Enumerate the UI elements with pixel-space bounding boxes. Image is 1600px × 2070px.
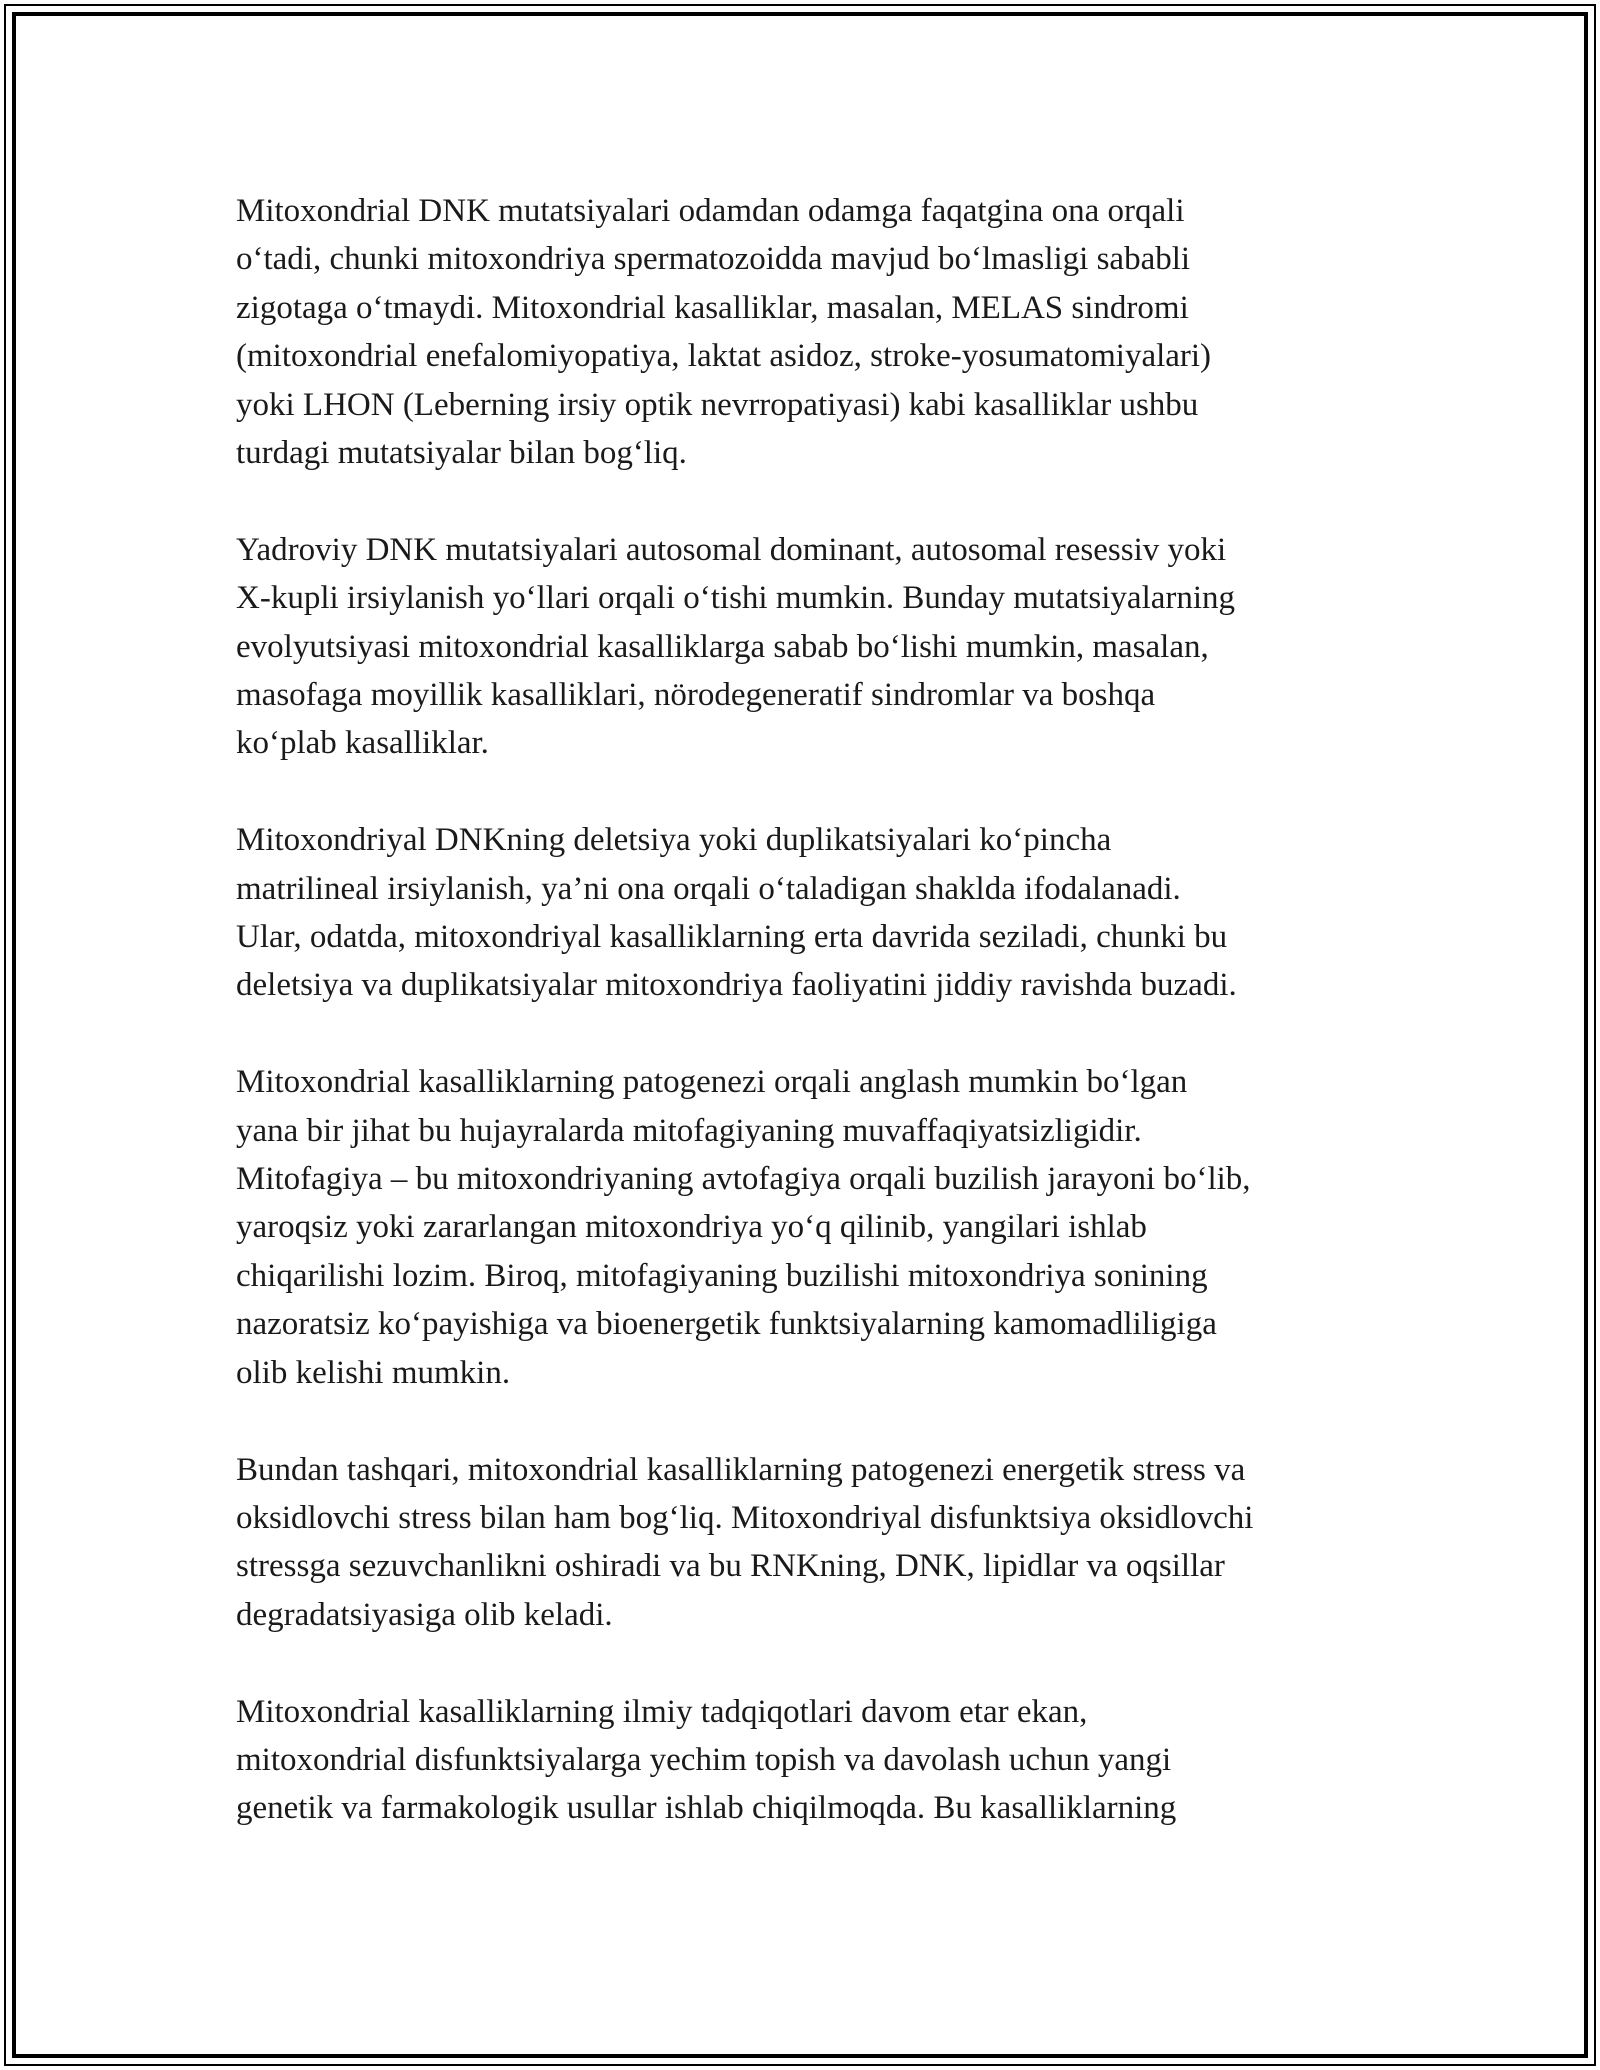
- paragraph-mtdna-mutations: Mitoxondrial DNK mutatsiyalari odamdan odamga faqatgina ona orqali o‘tadi, chunki mitoxondriya spermatozoidda mavjud bo‘lmasligi sababli zigotaga o‘tmaydi. Mitoxondrial kasalliklar, masalan, MELAS sindromi (mitoxondrial enefalomiyopatiya, laktat asidoz, stroke-yosumatomiyalari) yoki LHON (Leberning irsiy optik nevrropatiyasi) kabi kasalliklar ushbu turdagi mutatsiyalar bilan bog‘liq.: [236, 193, 1212, 472]
- document-body: [236, 187, 1386, 1881]
- paragraph-mitophagy: Mitoxondrial kasalliklarning patogenezi orqali anglash mumkin bo‘lgan yana bir jihat bu hujayralarda mitofagiyaning muvaffaqiyatsizligidir. Mitofagiya – bu mitoxondriyaning avtofagiya orqali buzilish jarayoni bo‘lib, yaroqsiz yoki zararlangan mitoxondriya yo‘q qilinib, yangilari ishlab chiqarilishi lozim. Biroq, mitofagiyaning buzilishi mitoxondriya sonining nazoratsiz ko‘payishiga va bioenergetik funktsiyalarning kamomadliligiga olib kelishi mumkin.: [236, 1064, 1251, 1391]
- paragraph-deletions-duplications: Mitoxondriyal DNKning deletsiya yoki duplikatsiyalari ko‘pincha matrilineal irsiylanish, ya’ni ona orqali o‘taladigan shakldа ifodalanadi. Ular, odatda, mitoxondriyal kasalliklarning erta davrida seziladi, chunki bu deletsiya va duplikatsiyalar mitoxondriya faoliyatini jiddiy ravishda buzadi.: [236, 822, 1237, 1004]
- paragraph-research: Mitoxondrial kasalliklarning ilmiy tadqiqotlari davom etar ekan, mitoxondrial disfunktsiyalarga yechim topish va davolash uchun yangi genetik va farmakologik usullar ishlab chiqilmoqda. Bu kasalliklarning: [236, 1693, 1177, 1827]
- paragraph-oxidative-stress: Bundan tashqari, mitoxondrial kasalliklarning patogenezi energetik stress va oksidlovchi stress bilan ham bog‘liq. Mitoxondriyal disfunktsiya oksidlovchi stressga sezuvchanlikni oshiradi va bu RNKning, DNK, lipidlar va oqsillar degradatsiyasiga olib keladi.: [236, 1451, 1254, 1633]
- paragraph-nuclear-dna-mutations: Yadroviy DNK mutatsiyalari autosomal dominant, autosomal resessiv yoki X-kupli irsiylanish yo‘llari orqali o‘tishi mumkin. Bunday mutatsiyalarning evolyutsiyasi mitoxondrial kasalliklarga sabab bo‘lishi mumkin, masalan, masofaga moyillik kasalliklari, nörodegeneratif sindromlar va boshqa ko‘plab kasalliklar.: [236, 531, 1236, 762]
